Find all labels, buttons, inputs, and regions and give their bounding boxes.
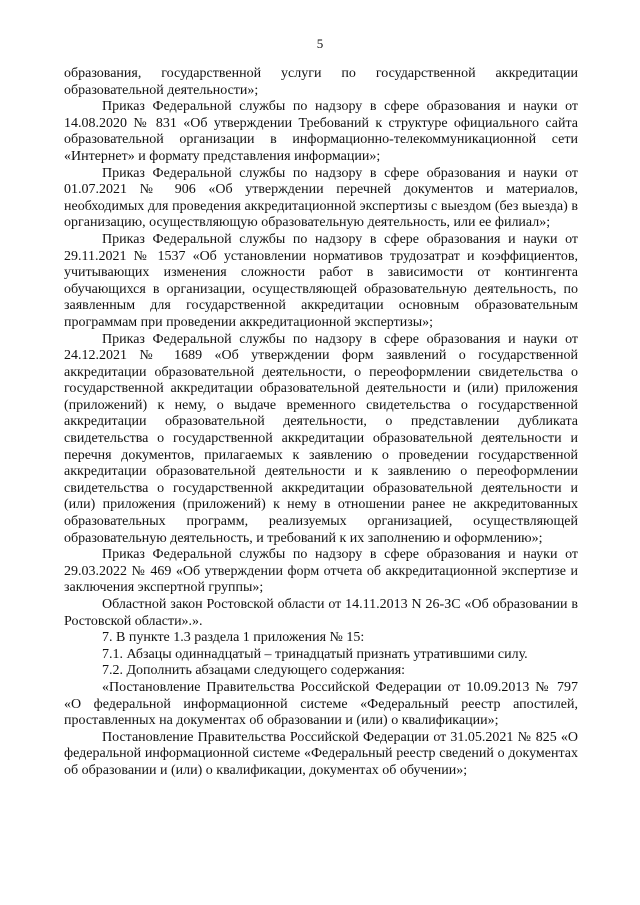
paragraph-continuation: образования, государственной услуги по государственной аккредитации образовательной деятельности»;: [64, 66, 578, 98]
paragraph-order-906: Приказ Федеральной службы по надзору в сфере образования и науки от 01.07.2021 № 906 «Об утверждении перечней документов и материалов, необходимых для проведения аккредитационной экспертизы с выездом (без выезда) в организацию, осуществляющую образовательную деятельность, или ее филиал»;: [64, 165, 578, 231]
paragraph-resolution-825: Постановление Правительства Российской Федерации от 31.05.2021 № 825 «О федеральной информационной системе «Федеральный реестр сведений о документах об образовании и (или) о квалификации, документах об обучении»;: [64, 729, 578, 778]
paragraph-order-1537: Приказ Федеральной службы по надзору в сфере образования и науки от 29.11.2021 № 1537 «Об установлении нормативов трудозатрат и коэффициентов, учитывающих изменения сложности работ в зависимости от контингента обучающихся в организации, осуществляющей образовательную деятельность, по заявленным для государственной аккредитации основным образовательным программам при проведении аккредитационной экспертизы»;: [64, 231, 578, 330]
paragraph-item-7: 7. В пункте 1.3 раздела 1 приложения № 15:: [102, 630, 365, 646]
paragraph-order-469: Приказ Федеральной службы по надзору в сфере образования и науки от 29.03.2022 № 469 «Об утверждении форм отчета об аккредитационной экспертизе и заключения экспертной группы»;: [64, 547, 578, 596]
paragraph-order-1689: Приказ Федеральной службы по надзору в сфере образования и науки от 24.12.2021 № 1689 «Об утверждении форм заявлений о государственной аккредитации образовательной деятельности, о переоформлении свидетельства о государственной аккредитации образовательной деятельности и (или) приложения (приложений) к нему, о выдаче временного свидетельства о государственной аккредитации образовательной деятельности, о представлении дубликата свидетельства о государственной аккредитации образовательной деятельности и перечня документов, прилагаемых к заявлению о проведении государственной аккредитации образовательной деятельности и к заявлению о переоформлении свидетельства о государственной аккредитации образовательной деятельности и (или) приложения (приложений) к нему в отношении ранее не аккредитованных образовательных программ, реализуемых организацией, осуществляющей образовательную деятельность, и требований к их заполнению и оформлению»;: [64, 331, 578, 546]
paragraph-order-831: Приказ Федеральной службы по надзору в сфере образования и науки от 14.08.2020 № 831 «Об утверждении Требований к структуре официального сайта образовательной организации в информационно-телекоммуникационной сети «Интернет» и формату представления информации»;: [64, 99, 578, 164]
page-number: 5: [316, 36, 324, 51]
document-body: [64, 66, 578, 780]
paragraph-item-7-2: 7.2. Дополнить абзацами следующего содержания:: [102, 663, 406, 679]
paragraph-item-7-1: 7.1. Абзацы одиннадцатый – тринадцатый признать утратившими силу.: [102, 646, 528, 662]
paragraph-resolution-797: «Постановление Правительства Российской Федерации от 10.09.2013 № 797 «О федеральной информационной системе «Федеральный реестр апостилей, проставленных на документах об образовании и (или) о квалификации»;: [64, 679, 578, 729]
paragraph-regional-law: Областной закон Ростовской области от 14.11.2013 N 26-ЗС «Об образовании в Ростовской области».».: [64, 597, 578, 629]
